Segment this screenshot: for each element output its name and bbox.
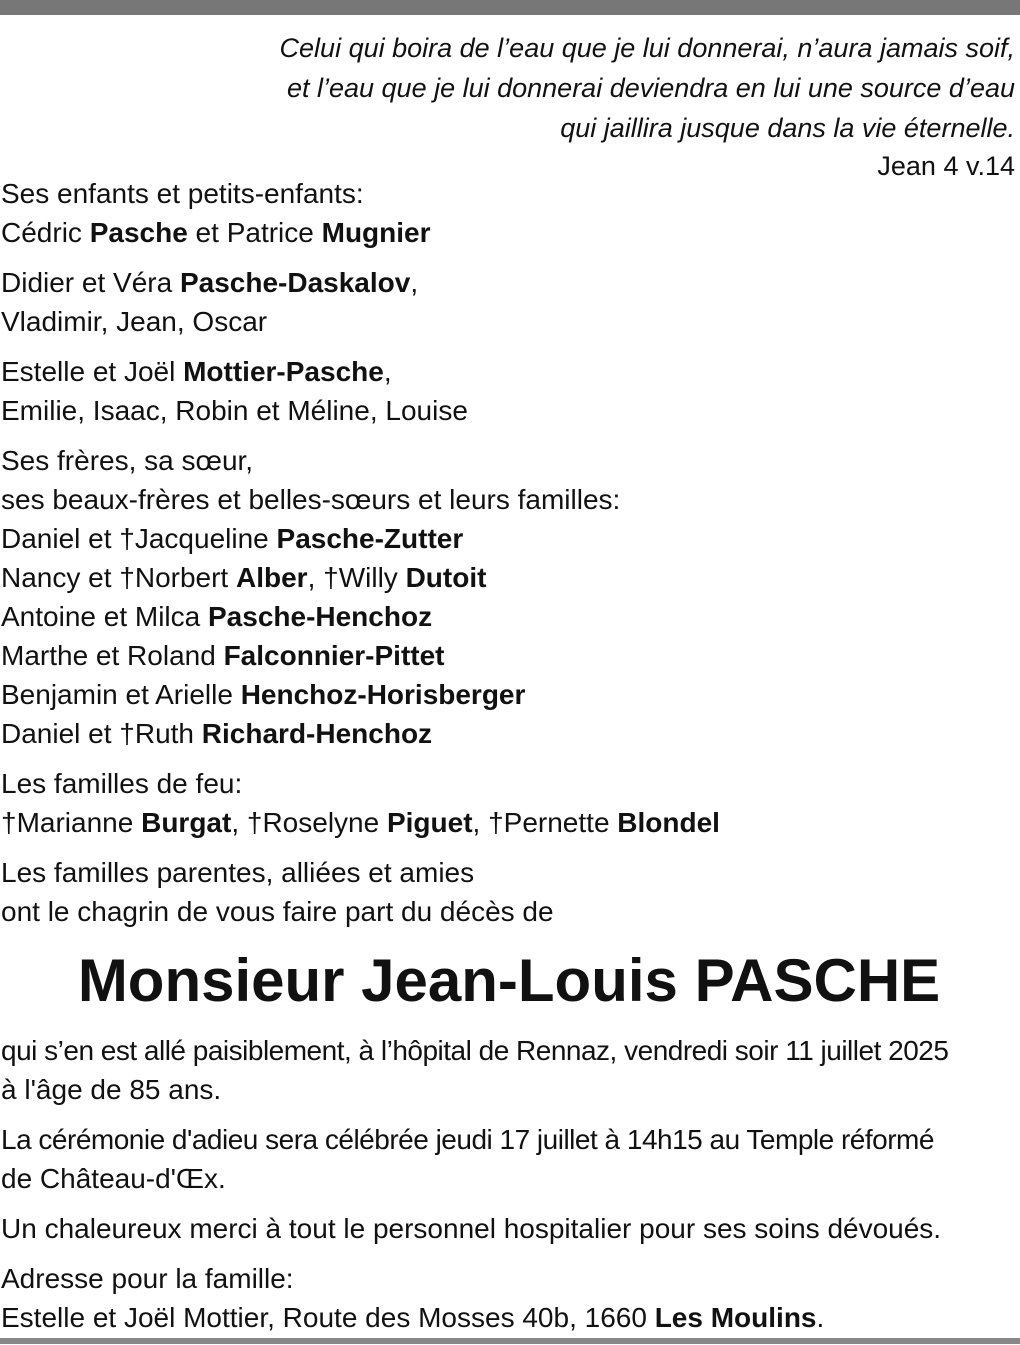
first-names: , †Pernette: [472, 807, 618, 838]
bottom-rule: [0, 1338, 1020, 1344]
connector: et Patrice: [187, 217, 322, 248]
first-names: Daniel et †Jacqueline: [1, 523, 277, 554]
age-line: à l'âge de 85 ans.: [1, 1074, 222, 1105]
punctuation: ,: [410, 267, 419, 298]
verse-line: et l’eau que je lui donnerai deviendra en lui une source d’eau: [286, 73, 1015, 103]
children-section: [1, 174, 1020, 430]
ceremony-location: de Château-d'Œx.: [1, 1163, 226, 1194]
surname: Pasche-Henchoz: [208, 601, 433, 632]
surname: Pasche: [89, 217, 188, 248]
first-names: Daniel et †Ruth: [1, 718, 202, 749]
surname: Pasche-Daskalov: [179, 267, 411, 298]
family-line: [1, 213, 1020, 252]
surname: Burgat: [141, 807, 232, 838]
verse-line: Celui qui boira de l’eau que je lui donnerai, n’aura jamais soif,: [279, 33, 1015, 63]
announcement-line: Les familles parentes, alliées et amies: [1, 857, 475, 888]
ceremony-line: La cérémonie d'adieu sera célébrée jeudi 17 juillet à 14h15 au Temple réformé: [1, 1124, 934, 1155]
first-names: Nancy et †Norbert: [1, 562, 236, 593]
first-names: , †Willy: [307, 562, 406, 593]
first-names: Marthe et Roland: [1, 640, 224, 671]
first-names: †Marianne: [1, 807, 142, 838]
first-names: Antoine et Milca: [1, 601, 208, 632]
siblings-section: [1, 441, 1020, 753]
ceremony-details: [1, 1120, 1020, 1198]
announcement: [1, 853, 1020, 931]
family-line: [1, 636, 1020, 675]
death-line: qui s’en est allé paisiblement, à l’hôpital de Rennaz, vendredi soir 11 juillet 2025: [1, 1035, 949, 1066]
bible-verse: [280, 28, 1015, 184]
surname: Alber: [236, 562, 308, 593]
address-line: [1, 1298, 1020, 1337]
surname: Mugnier: [321, 217, 431, 248]
deceased-name: Monsieur Jean-Louis PASCHE: [77, 947, 941, 1014]
first-names: Didier et Véra: [1, 267, 180, 298]
late-families-section: [1, 764, 1020, 842]
surname: Dutoit: [405, 562, 487, 593]
surname: Mottier-Pasche: [183, 356, 384, 387]
address-town: Les Moulins: [654, 1302, 817, 1333]
surname: Henchoz-Horisberger: [240, 679, 526, 710]
family-line: [1, 558, 1020, 597]
surname: Piguet: [386, 807, 473, 838]
family-line: [1, 352, 1020, 391]
first-names: , †Roselyne: [231, 807, 387, 838]
family-address: [1, 1259, 1020, 1337]
thanks-line: Un chaleureux merci à tout le personnel hospitalier pour ses soins dévoués.: [1, 1213, 942, 1244]
siblings-heading: ses beaux-frères et belles-sœurs et leurs familles:: [1, 484, 621, 515]
surname: Pasche-Zutter: [276, 523, 464, 554]
family-line: [1, 803, 1020, 842]
verse-line: qui jaillira jusque dans la vie éternelle.: [560, 113, 1015, 143]
surname: Falconnier-Pittet: [223, 640, 445, 671]
late-families-heading: Les familles de feu:: [1, 768, 243, 799]
family-line: [1, 675, 1020, 714]
grandchildren-line: Vladimir, Jean, Oscar: [1, 306, 268, 337]
punctuation: ,: [383, 356, 392, 387]
first-names: Cédric: [1, 217, 90, 248]
surname: Blondel: [617, 807, 720, 838]
top-rule: [0, 0, 1020, 15]
death-details: [1, 1031, 1020, 1109]
family-line: [1, 597, 1020, 636]
address-heading: Adresse pour la famille:: [1, 1263, 294, 1294]
punctuation: .: [816, 1302, 825, 1333]
obituary-body: [1, 174, 1020, 1337]
family-line: [1, 519, 1020, 558]
verse-reference: Jean 4 v.14: [877, 151, 1015, 181]
family-line: [1, 714, 1020, 753]
announcement-line: ont le chagrin de vous faire part du décès de: [1, 896, 554, 927]
first-names: Benjamin et Arielle: [1, 679, 241, 710]
grandchildren-line: Emilie, Isaac, Robin et Méline, Louise: [1, 395, 468, 426]
address-street: Estelle et Joël Mottier, Route des Mosses 40b, 1660: [1, 1302, 655, 1333]
children-heading: Ses enfants et petits-enfants:: [1, 178, 364, 209]
family-line: [1, 263, 1020, 302]
surname: Richard-Henchoz: [201, 718, 433, 749]
first-names: Estelle et Joël: [1, 356, 184, 387]
siblings-heading: Ses frères, sa sœur,: [1, 445, 254, 476]
